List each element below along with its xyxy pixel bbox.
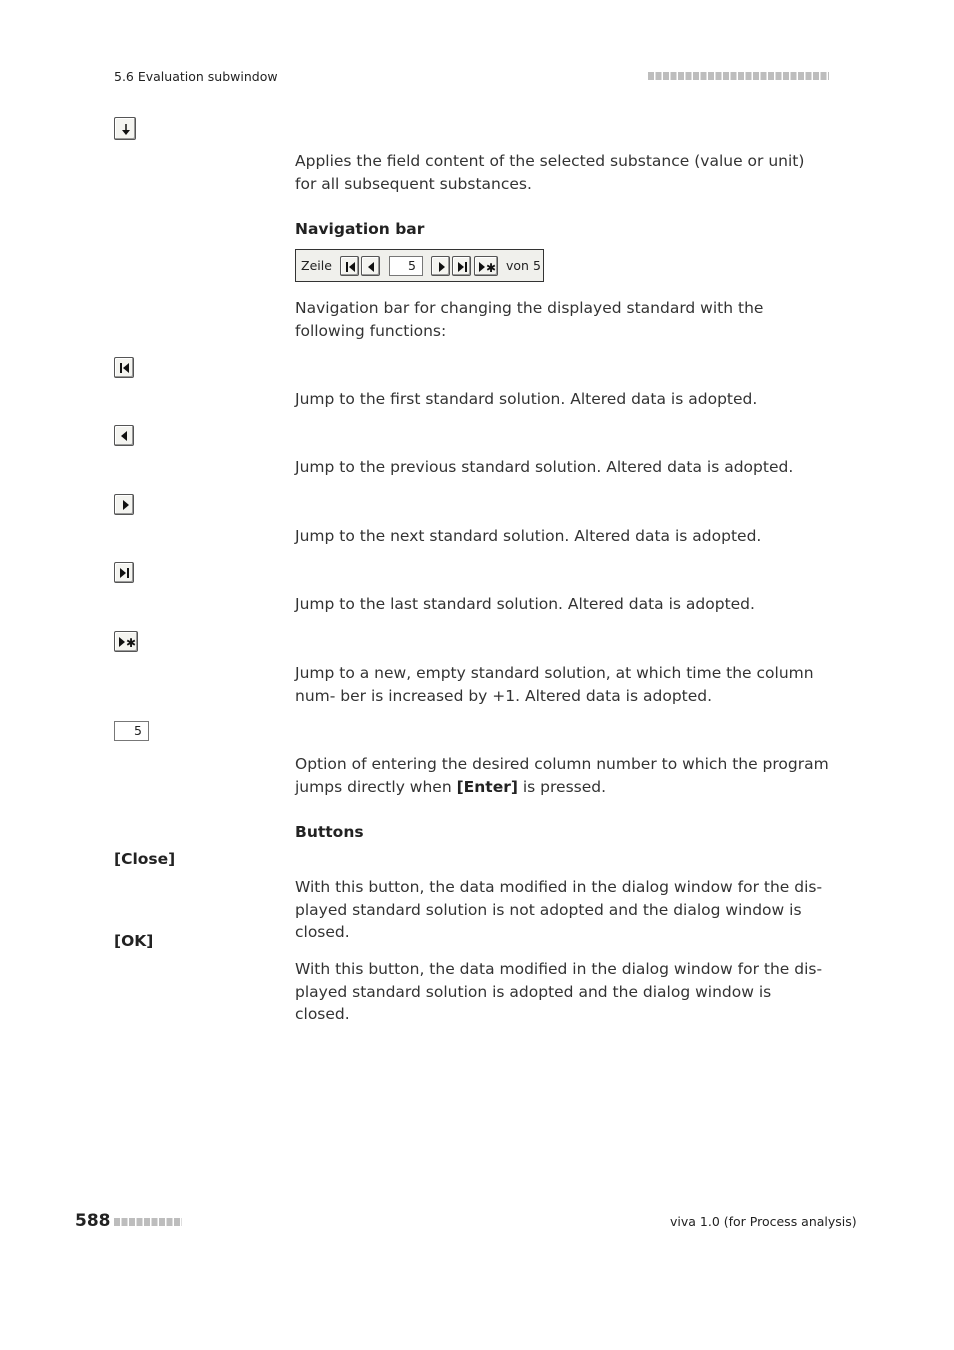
new-record-icon xyxy=(114,631,138,652)
next-record-description: Jump to the next standard solution. Altered data is adopted. xyxy=(295,527,762,545)
last-record-description: Jump to the last standard solution. Altered data is adopted. xyxy=(295,595,755,613)
navigation-bar xyxy=(295,249,544,282)
navigation-description: Navigation bar for changing the displayed standard with the following functions: xyxy=(295,299,764,340)
page-number: 588 xyxy=(75,1211,111,1231)
ok-button-label: [OK] xyxy=(114,932,154,950)
svg-text:✱: ✱ xyxy=(486,261,497,275)
buttons-heading: Buttons xyxy=(295,823,364,841)
header-decoration xyxy=(648,72,829,80)
ok-button-description: With this button, the data modified in the dialog window for the dis- played standard solution is adopted and the dialog window is closed. xyxy=(295,960,823,1023)
first-record-icon[interactable] xyxy=(340,256,359,276)
enter-key-label: [Enter] xyxy=(456,777,518,796)
next-record-icon[interactable] xyxy=(431,256,450,276)
last-record-icon[interactable] xyxy=(452,256,471,276)
new-record-icon[interactable] xyxy=(474,256,498,276)
navigation-bar-heading: Navigation bar xyxy=(295,220,425,238)
row-number-field: 5 xyxy=(114,721,149,741)
previous-record-description: Jump to the previous standard solution. Altered data is adopted. xyxy=(295,458,794,476)
svg-text:✱: ✱ xyxy=(126,636,137,650)
record-count-label: von 5 xyxy=(506,258,541,273)
running-header: 5.6 Evaluation subwindow xyxy=(114,69,278,84)
previous-record-icon xyxy=(114,425,134,446)
arrow-down-icon xyxy=(114,117,136,140)
row-number-field[interactable]: 5 xyxy=(389,256,423,276)
row-label: Zeile xyxy=(301,258,332,273)
field-text-before: Option of entering the desired column number to which the program jumps directly when xyxy=(295,755,829,796)
next-record-icon xyxy=(114,494,134,515)
close-button-label: [Close] xyxy=(114,850,176,868)
row-number-description xyxy=(295,753,830,798)
previous-record-icon[interactable] xyxy=(361,256,380,276)
first-record-icon xyxy=(114,357,134,378)
field-text-after: is pressed. xyxy=(517,777,607,796)
last-record-icon xyxy=(114,562,134,583)
apply-description: Applies the field content of the selected substance (value or unit) for all subsequent substances. xyxy=(295,152,805,193)
first-record-description: Jump to the first standard solution. Altered data is adopted. xyxy=(295,390,758,408)
new-record-description: Jump to a new, empty standard solution, at which time the column num- ber is increased by +1. Altered data is adopted. xyxy=(295,664,814,705)
footer-decoration xyxy=(114,1218,182,1226)
close-button-description: With this button, the data modified in the dialog window for the dis- played standard solution is not adopted and the dialog window is closed. xyxy=(295,878,823,941)
product-name: viva 1.0 (for Process analysis) xyxy=(670,1214,857,1229)
